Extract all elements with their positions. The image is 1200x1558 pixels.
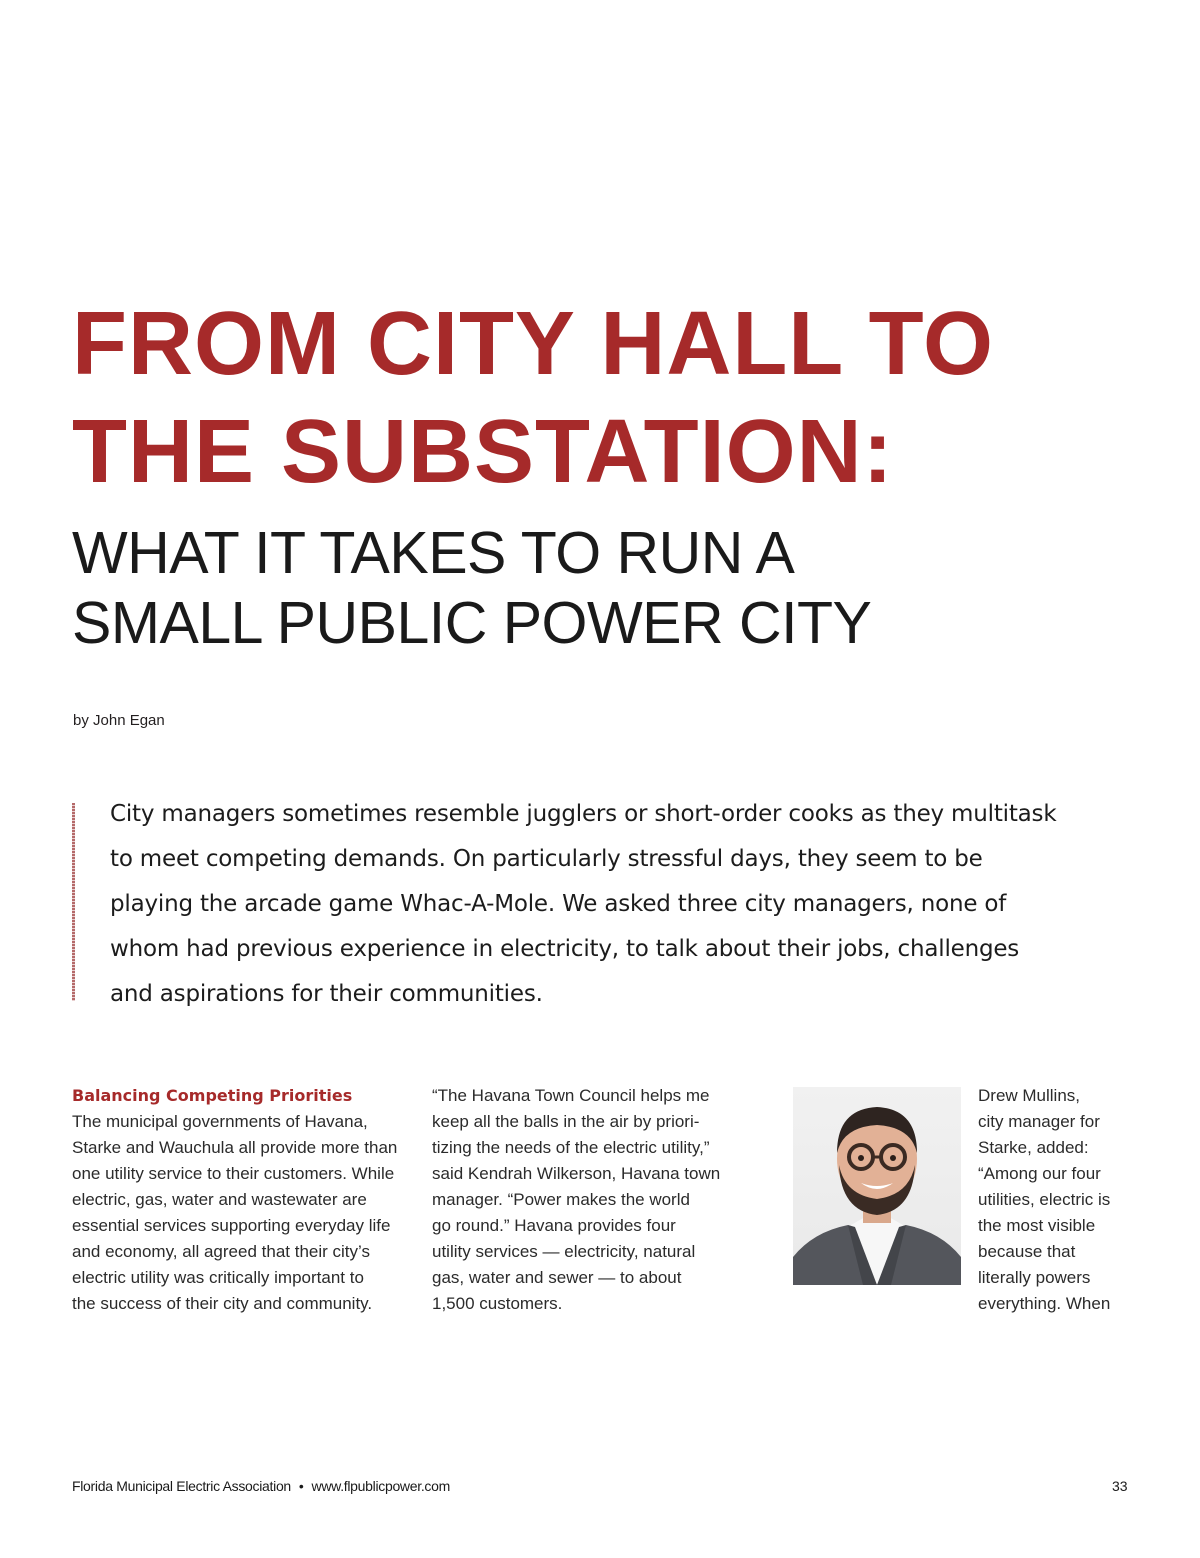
body-column-3: [978, 1083, 1138, 1317]
body-column-2: [432, 1083, 762, 1317]
body-line: electric utility was critically important to: [72, 1268, 364, 1287]
title-line-1: FROM CITY HALL TO: [72, 294, 995, 394]
body-line: and economy, all agreed that their city’s: [72, 1242, 370, 1261]
body-line: Starke, added:: [978, 1138, 1089, 1157]
footer-url[interactable]: www.flpublicpower.com: [311, 1478, 450, 1494]
body-line: utility services — electricity, natural: [432, 1242, 696, 1261]
page-footer: [72, 1478, 450, 1494]
body-line: essential services supporting everyday life: [72, 1216, 391, 1235]
body-line: gas, water and sewer — to about: [432, 1268, 682, 1287]
footer-org: Florida Municipal Electric Association: [72, 1478, 291, 1494]
intro-line: whom had previous experience in electricity, to talk about their jobs, challenges: [110, 936, 1020, 962]
intro-line: City managers sometimes resemble jugglers or short-order cooks as they multitask: [110, 801, 1057, 827]
body-line: keep all the balls in the air by priori-: [432, 1112, 700, 1131]
body-line: utilities, electric is: [978, 1190, 1111, 1209]
intro-accent-bar: [72, 803, 75, 1001]
intro-line: playing the arcade game Whac-A-Mole. We asked three city managers, none of: [110, 891, 1007, 917]
footer-separator: •: [298, 1478, 304, 1494]
article-title: [72, 290, 994, 506]
body-line: literally powers: [978, 1268, 1091, 1287]
body-line: “Among our four: [978, 1164, 1101, 1183]
page-number: 33: [1112, 1478, 1128, 1494]
portrait-illustration: [793, 1087, 961, 1285]
body-line: one utility service to their customers. While: [72, 1164, 395, 1183]
subtitle-line-1: WHAT IT TAKES TO RUN A: [72, 520, 795, 586]
body-line: The municipal governments of Havana,: [72, 1112, 368, 1131]
body-line: manager. “Power makes the world: [432, 1190, 690, 1209]
title-line-2: THE SUBSTATION:: [72, 402, 894, 502]
intro-line: and aspirations for their communities.: [110, 981, 543, 1007]
section-heading: Balancing Competing Priorities: [72, 1086, 353, 1105]
body-line: Drew Mullins,: [978, 1086, 1081, 1105]
body-line: tizing the needs of the electric utility,”: [432, 1138, 710, 1157]
body-line: said Kendrah Wilkerson, Havana town: [432, 1164, 721, 1183]
byline: by John Egan: [73, 712, 165, 729]
body-column-1: [72, 1083, 412, 1317]
portrait-photo: [793, 1087, 961, 1285]
body-line: because that: [978, 1242, 1076, 1261]
body-line: the most visible: [978, 1216, 1096, 1235]
body-line: go round.” Havana provides four: [432, 1216, 676, 1235]
body-line: “The Havana Town Council helps me: [432, 1086, 710, 1105]
body-line: city manager for: [978, 1112, 1100, 1131]
intro-line: to meet competing demands. On particularly stressful days, they seem to be: [110, 846, 983, 872]
body-line: electric, gas, water and wastewater are: [72, 1190, 367, 1209]
article-subtitle: [72, 518, 871, 658]
body-line: 1,500 customers.: [432, 1294, 563, 1313]
body-line: everything. When: [978, 1294, 1111, 1313]
intro-paragraph: [110, 792, 1140, 1017]
body-line: Starke and Wauchula all provide more than: [72, 1138, 398, 1157]
subtitle-line-2: SMALL PUBLIC POWER CITY: [72, 590, 872, 656]
body-line: the success of their city and community.: [72, 1294, 373, 1313]
